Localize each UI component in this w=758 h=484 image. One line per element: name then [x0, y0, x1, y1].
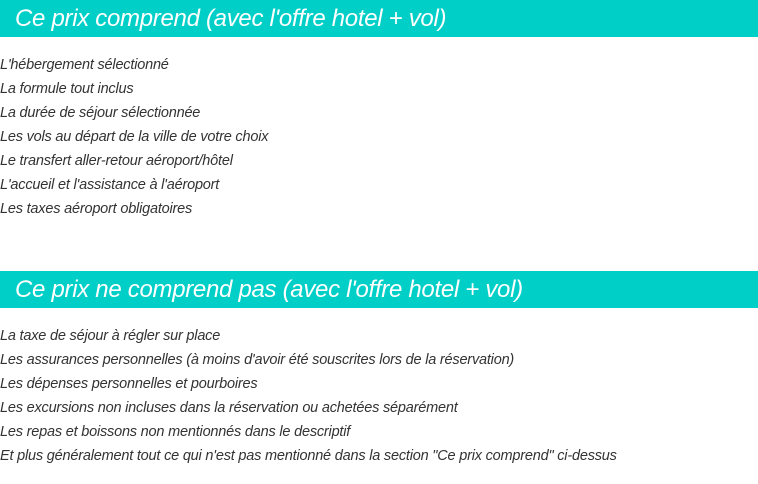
excluded-list — [0, 324, 617, 468]
list-item: L'accueil et l'assistance à l'aéroport — [0, 177, 220, 193]
list-item: L'hébergement sélectionné — [0, 57, 169, 73]
list-item: Et plus généralement tout ce qui n'est pas mentionné dans la section "Ce prix comprend" ci-dessus — [0, 448, 617, 464]
list-item: Les repas et boissons non mentionnés dans le descriptif — [0, 424, 351, 440]
list-item: Les excursions non incluses dans la réservation ou achetées séparément — [0, 400, 458, 416]
list-item: La formule tout inclus — [0, 81, 134, 97]
list-item: Le transfert aller-retour aéroport/hôtel — [0, 153, 233, 169]
list-item: Les taxes aéroport obligatoires — [0, 201, 193, 217]
list-item: La taxe de séjour à régler sur place — [0, 328, 221, 344]
list-item: Les vols au départ de la ville de votre choix — [0, 129, 269, 145]
included-list — [0, 53, 268, 221]
excluded-section-title: Ce prix ne comprend pas (avec l'offre hotel + vol) — [0, 271, 758, 308]
list-item: La durée de séjour sélectionnée — [0, 105, 201, 121]
included-section-title: Ce prix comprend (avec l'offre hotel + vol) — [0, 0, 758, 37]
list-item: Les assurances personnelles (à moins d'avoir été souscrites lors de la réservation) — [0, 352, 515, 368]
list-item: Les dépenses personnelles et pourboires — [0, 376, 258, 392]
